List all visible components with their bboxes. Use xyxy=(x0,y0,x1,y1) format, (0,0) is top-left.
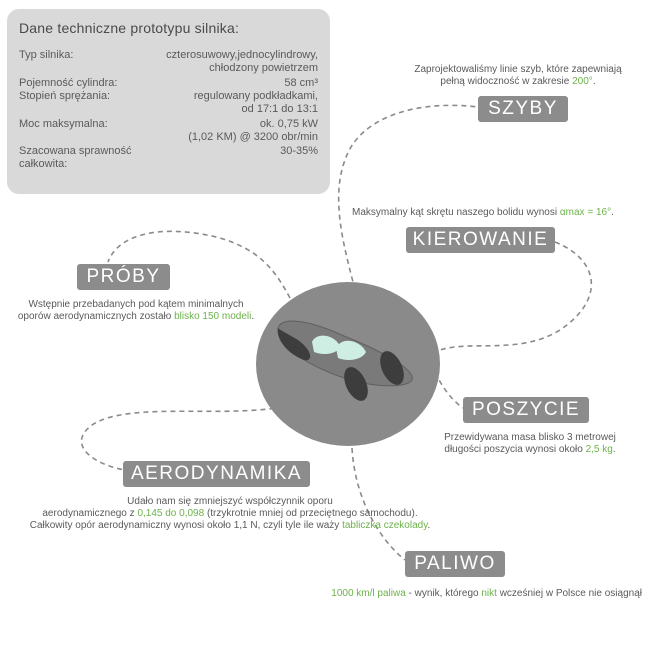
kierowanie-text: Maksymalny kąt skrętu naszego bolidu wynosi xyxy=(352,207,560,218)
spec-row xyxy=(19,90,318,118)
spec-row xyxy=(19,145,318,173)
szyby-tag: SZYBY xyxy=(478,96,568,122)
szyby-text-line2 xyxy=(398,76,638,88)
spec-row xyxy=(19,77,318,90)
spec-label: Pojemność cylindra: xyxy=(19,77,118,89)
car-illustration xyxy=(254,280,444,450)
kierowanie-highlight: αmax = 16° xyxy=(559,207,612,218)
aerodynamika-text-line3 xyxy=(4,520,456,532)
connector-kierowanie xyxy=(440,242,591,350)
kierowanie-description xyxy=(352,207,644,219)
proby-text-line1: Wstępnie przebadanych pod kątem minimalnych xyxy=(28,299,244,310)
paliwo-description xyxy=(292,588,642,600)
szyby-text-line1: Zaprojektowaliśmy linie szyb, które zapewniają xyxy=(414,64,622,75)
poszycie-description xyxy=(420,432,640,456)
szyby-text: pełną widoczność w zakresie xyxy=(440,76,573,87)
kierowanie-text-end: . xyxy=(611,207,614,218)
spec-row xyxy=(19,118,318,145)
spec-value: czterosuwowy,jednocylindrowy, chłodzony powietrzem xyxy=(166,49,318,74)
szyby-description xyxy=(398,64,638,88)
paliwo-highlight: 1000 km/l paliwa xyxy=(331,588,406,599)
kierowanie-tag: KIEROWANIE xyxy=(406,227,555,253)
aerodynamika-tag: AERODYNAMIKA xyxy=(123,461,310,487)
szyby-highlight: 200° xyxy=(572,76,593,87)
spec-value: 30-35% xyxy=(280,145,318,157)
paliwo-highlight-2: nikt xyxy=(481,588,497,599)
poszycie-highlight: 2,5 kg xyxy=(585,444,613,455)
spec-value: 58 cm³ xyxy=(284,77,318,89)
proby-highlight: blisko 150 modeli xyxy=(174,311,252,322)
proby-tag: PRÓBY xyxy=(77,264,170,290)
aerodynamika-highlight: 0,145 do 0,098 xyxy=(137,508,205,519)
spec-label: Szacowana sprawność całkowita: xyxy=(19,145,132,170)
spec-label: Typ silnika: xyxy=(19,49,74,61)
aerodynamika-text-line1: Udało nam się zmniejszyć współczynnik oporu xyxy=(127,496,333,507)
proby-text-end: . xyxy=(251,311,255,322)
spec-label: Stopień sprężania: xyxy=(19,90,111,102)
spec-value: regulowany podkładkami, od 17:1 do 13:1 xyxy=(193,90,318,115)
proby-text: oporów aerodynamicznych zostało xyxy=(17,311,175,322)
paliwo-tag: PALIWO xyxy=(405,551,505,577)
spec-label: Moc maksymalna: xyxy=(19,118,108,130)
szyby-text-end: . xyxy=(592,76,596,87)
connector-szyby xyxy=(339,105,478,290)
aerodynamika-highlight-2: tabliczka czekolady xyxy=(342,520,428,531)
proby-description xyxy=(0,299,272,323)
spec-title: Dane techniczne prototypu silnika: xyxy=(19,20,240,36)
proby-text-line2 xyxy=(0,311,272,323)
poszycie-text-line1: Przewidywana masa blisko 3 metrowej xyxy=(444,432,616,443)
poszycie-text: długości poszycia wynosi około xyxy=(444,444,586,455)
spec-value: ok. 0,75 kW (1,02 KM) @ 3200 obr/min xyxy=(188,118,318,143)
engine-spec-panel xyxy=(7,9,330,194)
poszycie-text-end: . xyxy=(612,444,616,455)
aerodynamika-text: aerodynamicznego z xyxy=(42,508,138,519)
aerodynamika-description xyxy=(4,496,456,532)
paliwo-text: - wynik, którego xyxy=(405,588,482,599)
poszycie-tag: POSZYCIE xyxy=(463,397,589,423)
aerodynamika-text-line2 xyxy=(4,508,456,520)
paliwo-text-end: wcześniej w Polsce nie osiągnął xyxy=(496,588,642,599)
poszycie-text-line2 xyxy=(420,444,640,456)
aerodynamika-text-2: (trzykrotnie mniej od przeciętnego samochodu). xyxy=(204,508,418,519)
aerodynamika-text-3: Całkowity opór aerodynamiczny wynosi około 1,1 N, czyli tyle ile waży xyxy=(29,520,343,531)
aerodynamika-text-end: . xyxy=(427,520,431,531)
spec-row xyxy=(19,49,318,77)
